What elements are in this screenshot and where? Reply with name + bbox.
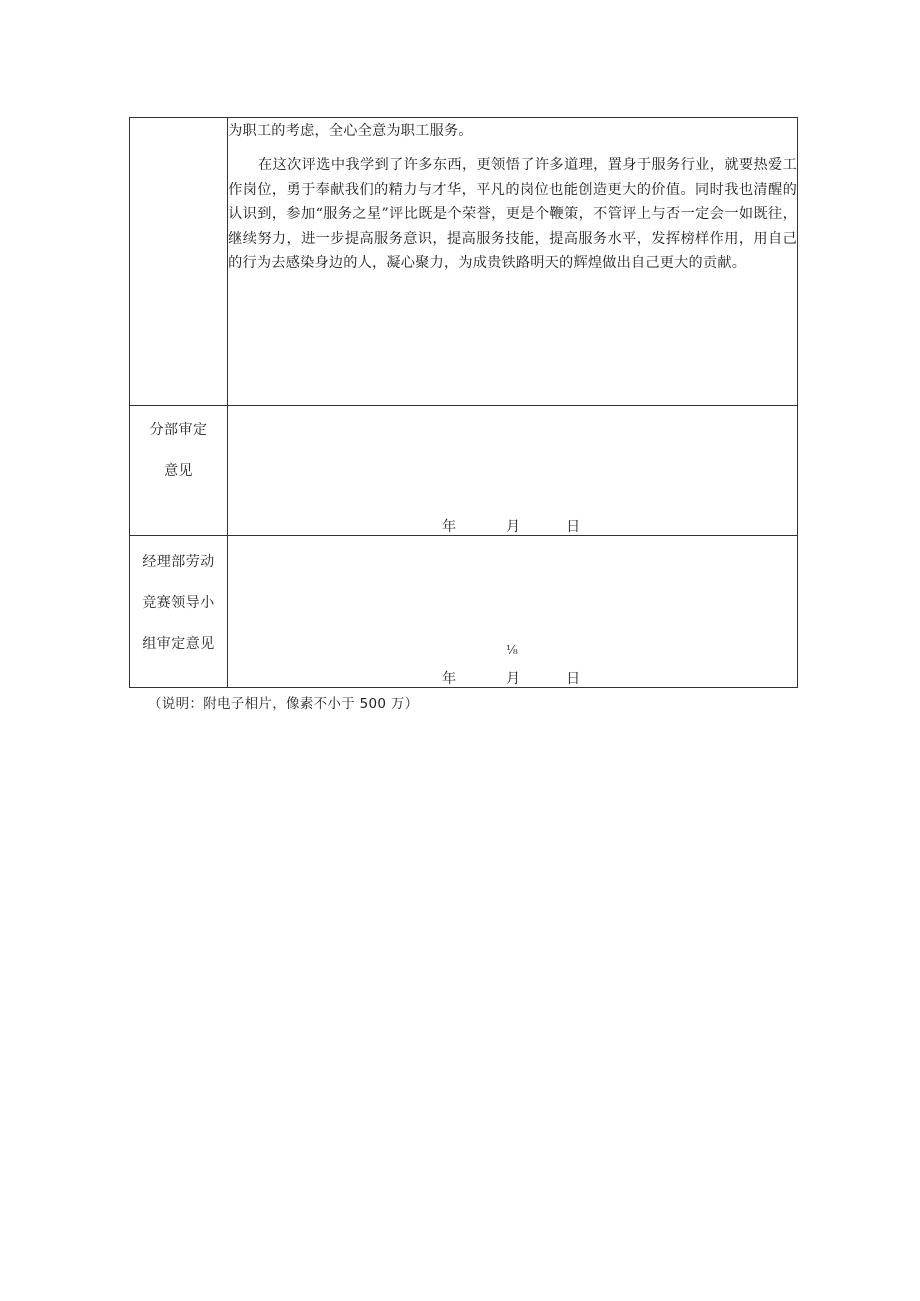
committee-review-row [130, 536, 798, 688]
branch-date-day: 日 [566, 519, 581, 535]
evaluation-form-table [129, 117, 798, 688]
statement-label-cell [130, 118, 228, 406]
committee-review-mark: ⅛ [506, 643, 518, 657]
statement-row [130, 118, 798, 406]
committee-review-label [130, 536, 228, 688]
branch-date-year: 年 [442, 519, 457, 535]
committee-date-year: 年 [442, 671, 457, 687]
committee-date-day: 日 [566, 671, 581, 687]
committee-review-label-line-1: 经理部劳动 [142, 554, 215, 570]
committee-date-month: 月 [506, 671, 521, 687]
statement-paragraph-1: 为职工的考虑，全心全意为职工服务。 [228, 123, 473, 139]
branch-review-label [130, 406, 228, 536]
branch-review-date [228, 516, 797, 534]
statement-text-cell [228, 118, 798, 406]
branch-date-month: 月 [506, 519, 521, 535]
branch-review-row [130, 406, 798, 536]
photo-requirement-note: （说明：附电子相片，像素不小于 500 万） [148, 696, 419, 712]
branch-review-label-line-1: 分部审定 [149, 422, 208, 438]
committee-review-opinion-field[interactable] [228, 536, 798, 688]
branch-review-opinion-field[interactable] [228, 406, 798, 536]
committee-review-date [228, 668, 797, 686]
statement-paragraph-2: 在这次评选中我学到了许多东西，更领悟了许多道理，置身于服务行业，就要热爱工作岗位，勇于奉献我们的精力与才华，平凡的岗位也能创造更大的价值。同时我也清醒的认识到，参加“服务之星”评比既是个荣誉，更是个鞭策，不管评上与否一定会一如既往，继续努力，进一步提高服务意识，提高服务技能，提高服务水平，发挥榜样作用，用自己的行为去感染身边的人，凝心聚力，为成贵铁路明天的辉煌做出自己更大的贡献。 [228, 157, 797, 272]
branch-review-label-line-2: 意见 [164, 463, 194, 479]
committee-review-label-line-2: 竞赛领导小 [142, 595, 215, 611]
committee-review-label-line-3: 组审定意见 [142, 636, 215, 652]
